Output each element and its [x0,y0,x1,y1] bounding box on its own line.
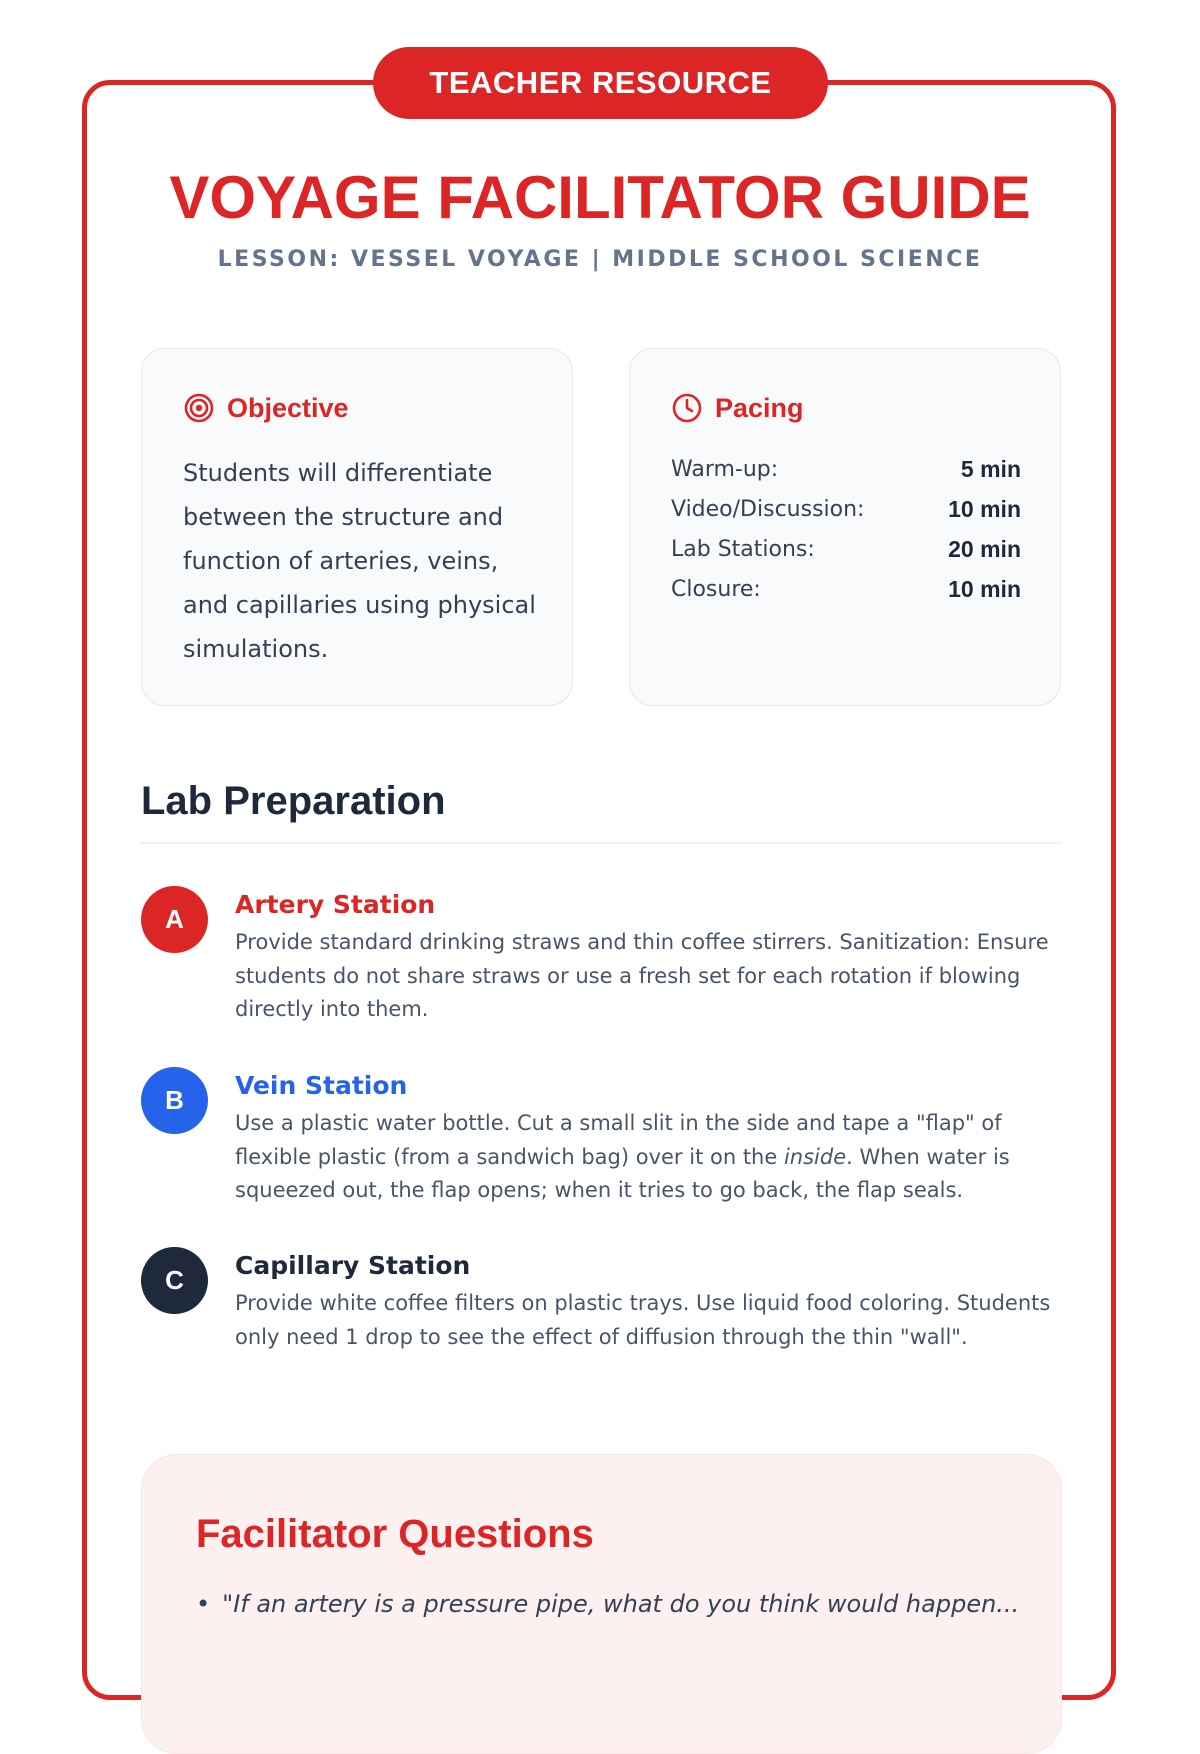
pacing-row-label: Closure: [671,576,761,602]
pacing-row-value: 10 min [948,495,1021,522]
pacing-label: Pacing [715,392,804,423]
objective-text: Students will differentiate between the structure and function of arteries, veins, and capillaries using physical simulations. [183,459,536,663]
objective-card [141,348,573,706]
station-description-part: Use a plastic water bottle. Cut a small slit in the side and tape a "flap" of flexible plastic (from a sandwich bag) over it on the [235,1111,1002,1169]
clock-icon [671,392,703,424]
pacing-card [629,348,1061,706]
pacing-row-label: Warm-up: [671,456,779,482]
station-letter-badge: C [141,1247,208,1314]
question-text: "If an artery is a pressure pipe, what do you think would happen... [222,1590,1020,1618]
pacing-list [671,449,1021,609]
lesson-subtitle: LESSON: VESSEL VOYAGE | MIDDLE SCHOOL SCIENCE [217,247,983,272]
pacing-header [671,392,804,424]
station-description: Provide white coffee filters on plastic trays. Use liquid food coloring. Students only need 1 drop to see the effect of diffusion through the thin "wall". [235,1291,1051,1349]
lab-preparation-heading: Lab Preparation [141,779,446,823]
station-description-emphasis: inside [783,1144,847,1169]
station-description [235,1107,1062,1208]
station-letter-badge: B [141,1067,208,1134]
station-title: Capillary Station [235,1251,471,1280]
bullet-icon: • [196,1590,211,1618]
pacing-row-value: 5 min [960,455,1021,482]
objective-header [183,392,349,424]
section-divider [141,842,1062,844]
facilitator-questions-panel [141,1454,1062,1754]
question-item [196,1587,1020,1621]
teacher-resource-badge: TEACHER RESOURCE [373,47,828,119]
pacing-row [671,489,1021,529]
target-icon [183,392,215,424]
pacing-row [671,529,1021,569]
pacing-row-label: Video/Discussion: [671,496,865,522]
station-title: Artery Station [235,890,436,919]
pacing-row [671,449,1021,489]
station-description: Provide standard drinking straws and thin coffee stirrers. Sanitization: Ensure students do not share straws or use a fresh set for each rotation if blowing directly into them. [235,930,1049,1021]
station-letter-badge: A [141,886,208,953]
station-description-part: . When water is squeezed out, the flap opens; when it tries to go back, the flap seals. [235,1144,1010,1202]
pacing-row-label: Lab Stations: [671,536,815,562]
pacing-row [671,569,1021,609]
objective-label: Objective [227,392,349,423]
pacing-row-value: 10 min [948,575,1021,602]
station-title: Vein Station [235,1071,408,1100]
page-title: VOYAGE FACILITATOR GUIDE [169,164,1031,231]
facilitator-questions-heading: Facilitator Questions [196,1512,594,1556]
pacing-row-value: 20 min [948,535,1021,562]
